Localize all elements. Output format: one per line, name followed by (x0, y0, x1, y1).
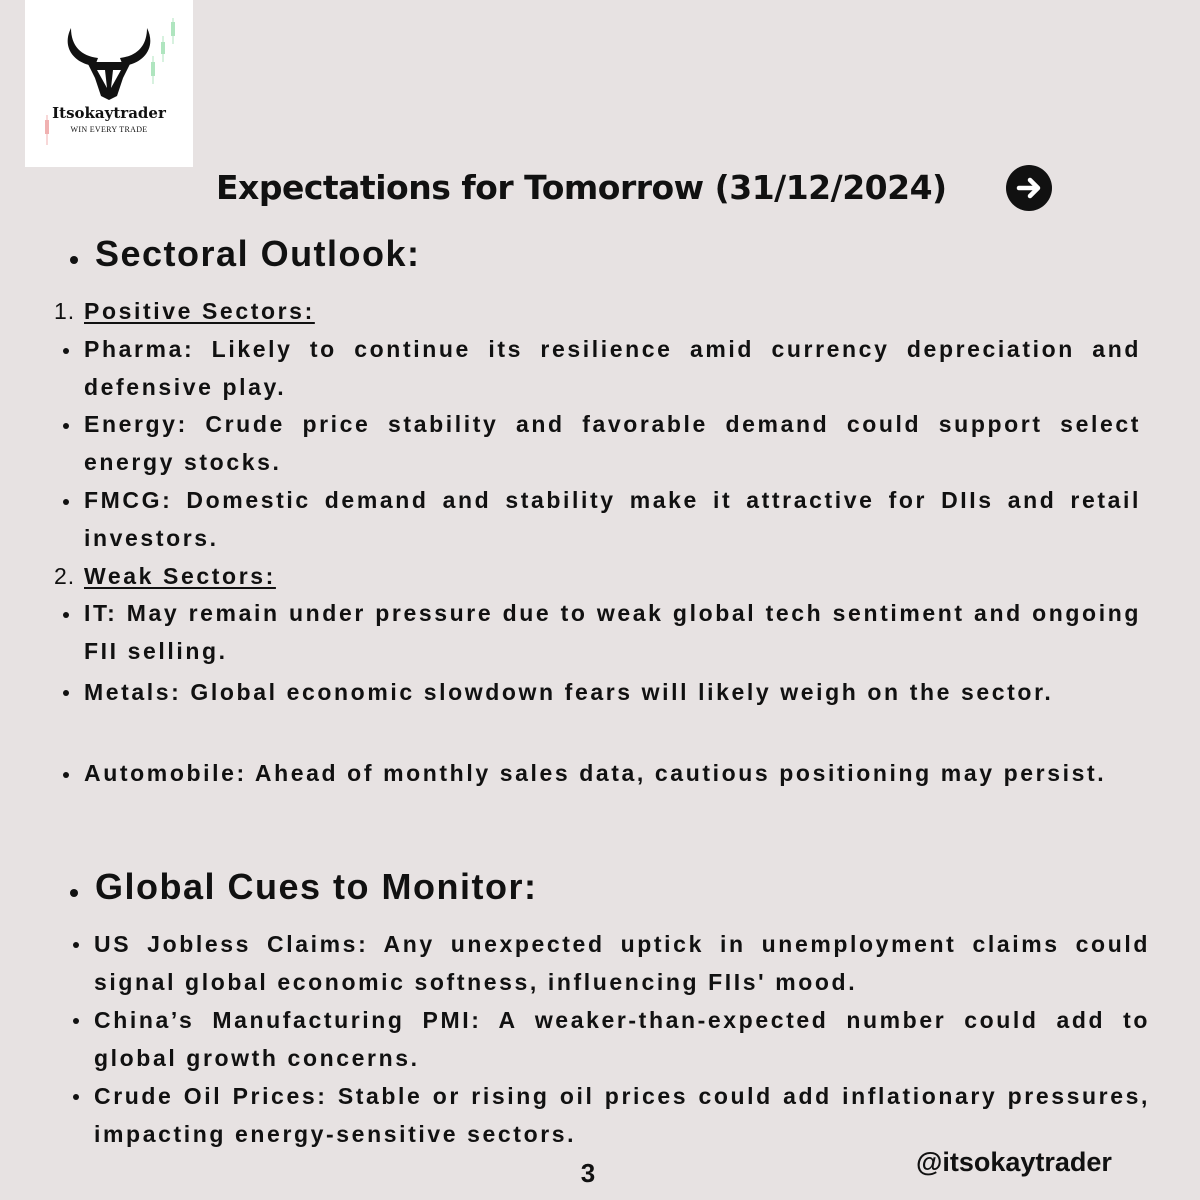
list-item-fmcg: FMCG: Domestic demand and stability make it attractive for DIIs and retail investors. (84, 487, 1141, 551)
list-item-pharma: Pharma: Likely to continue its resilience amid currency depreciation and defensive play. (84, 336, 1141, 400)
list-item-it: IT: May remain under pressure due to weak global tech sentiment and ongoing FII selling. (84, 600, 1141, 664)
list-bullet (73, 1018, 79, 1024)
social-handle: @itsokaytrader (916, 1147, 1112, 1177)
group-number: 1. (54, 298, 76, 324)
sectoral-outlook-heading: Sectoral Outlook: (95, 233, 421, 274)
list-bullet (73, 1094, 79, 1100)
list-bullet (63, 348, 69, 354)
weak-sectors-heading: Weak Sectors: (84, 563, 276, 589)
group-number: 2. (54, 563, 76, 589)
list-item-automobile: Automobile: Ahead of monthly sales data, cautious positioning may persist. (84, 760, 1107, 786)
heading-bullet (70, 889, 78, 897)
list-bullet (63, 612, 69, 618)
list-item-us-jobless: US Jobless Claims: Any unexpected uptick in unemployment claims could signal global economic softness, influencing FIIs' mood. (94, 931, 1150, 995)
heading-bullet (70, 256, 78, 264)
positive-sectors-heading: Positive Sectors: (84, 298, 315, 324)
arrow-right-circle-icon (1006, 165, 1052, 211)
brand-name: Itsokaytrader (52, 104, 166, 122)
list-bullet (63, 423, 69, 429)
list-bullet (73, 942, 79, 948)
list-item-china-pmi: China’s Manufacturing PMI: A weaker-than-expected number could add to global growth concerns. (94, 1007, 1150, 1071)
list-item-energy: Energy: Crude price stability and favorable demand could support select energy stocks. (84, 411, 1141, 475)
page-number: 3 (580, 1158, 596, 1188)
global-cues-heading: Global Cues to Monitor: (95, 866, 538, 907)
list-bullet (63, 772, 69, 778)
list-bullet (63, 690, 69, 696)
brand-tagline: WIN EVERY TRADE (70, 125, 148, 134)
list-bullet (63, 499, 69, 505)
page-title: Expectations for Tomorrow (31/12/2024) (216, 168, 947, 207)
list-item-crude-oil: Crude Oil Prices: Stable or rising oil prices could add inflationary pressures, impacting energy-sensitive sectors. (94, 1083, 1150, 1147)
next-button[interactable] (1006, 165, 1052, 211)
bull-head-icon (25, 0, 193, 167)
brand-logo (25, 0, 193, 167)
list-item-metals: Metals: Global economic slowdown fears will likely weigh on the sector. (84, 679, 1054, 705)
